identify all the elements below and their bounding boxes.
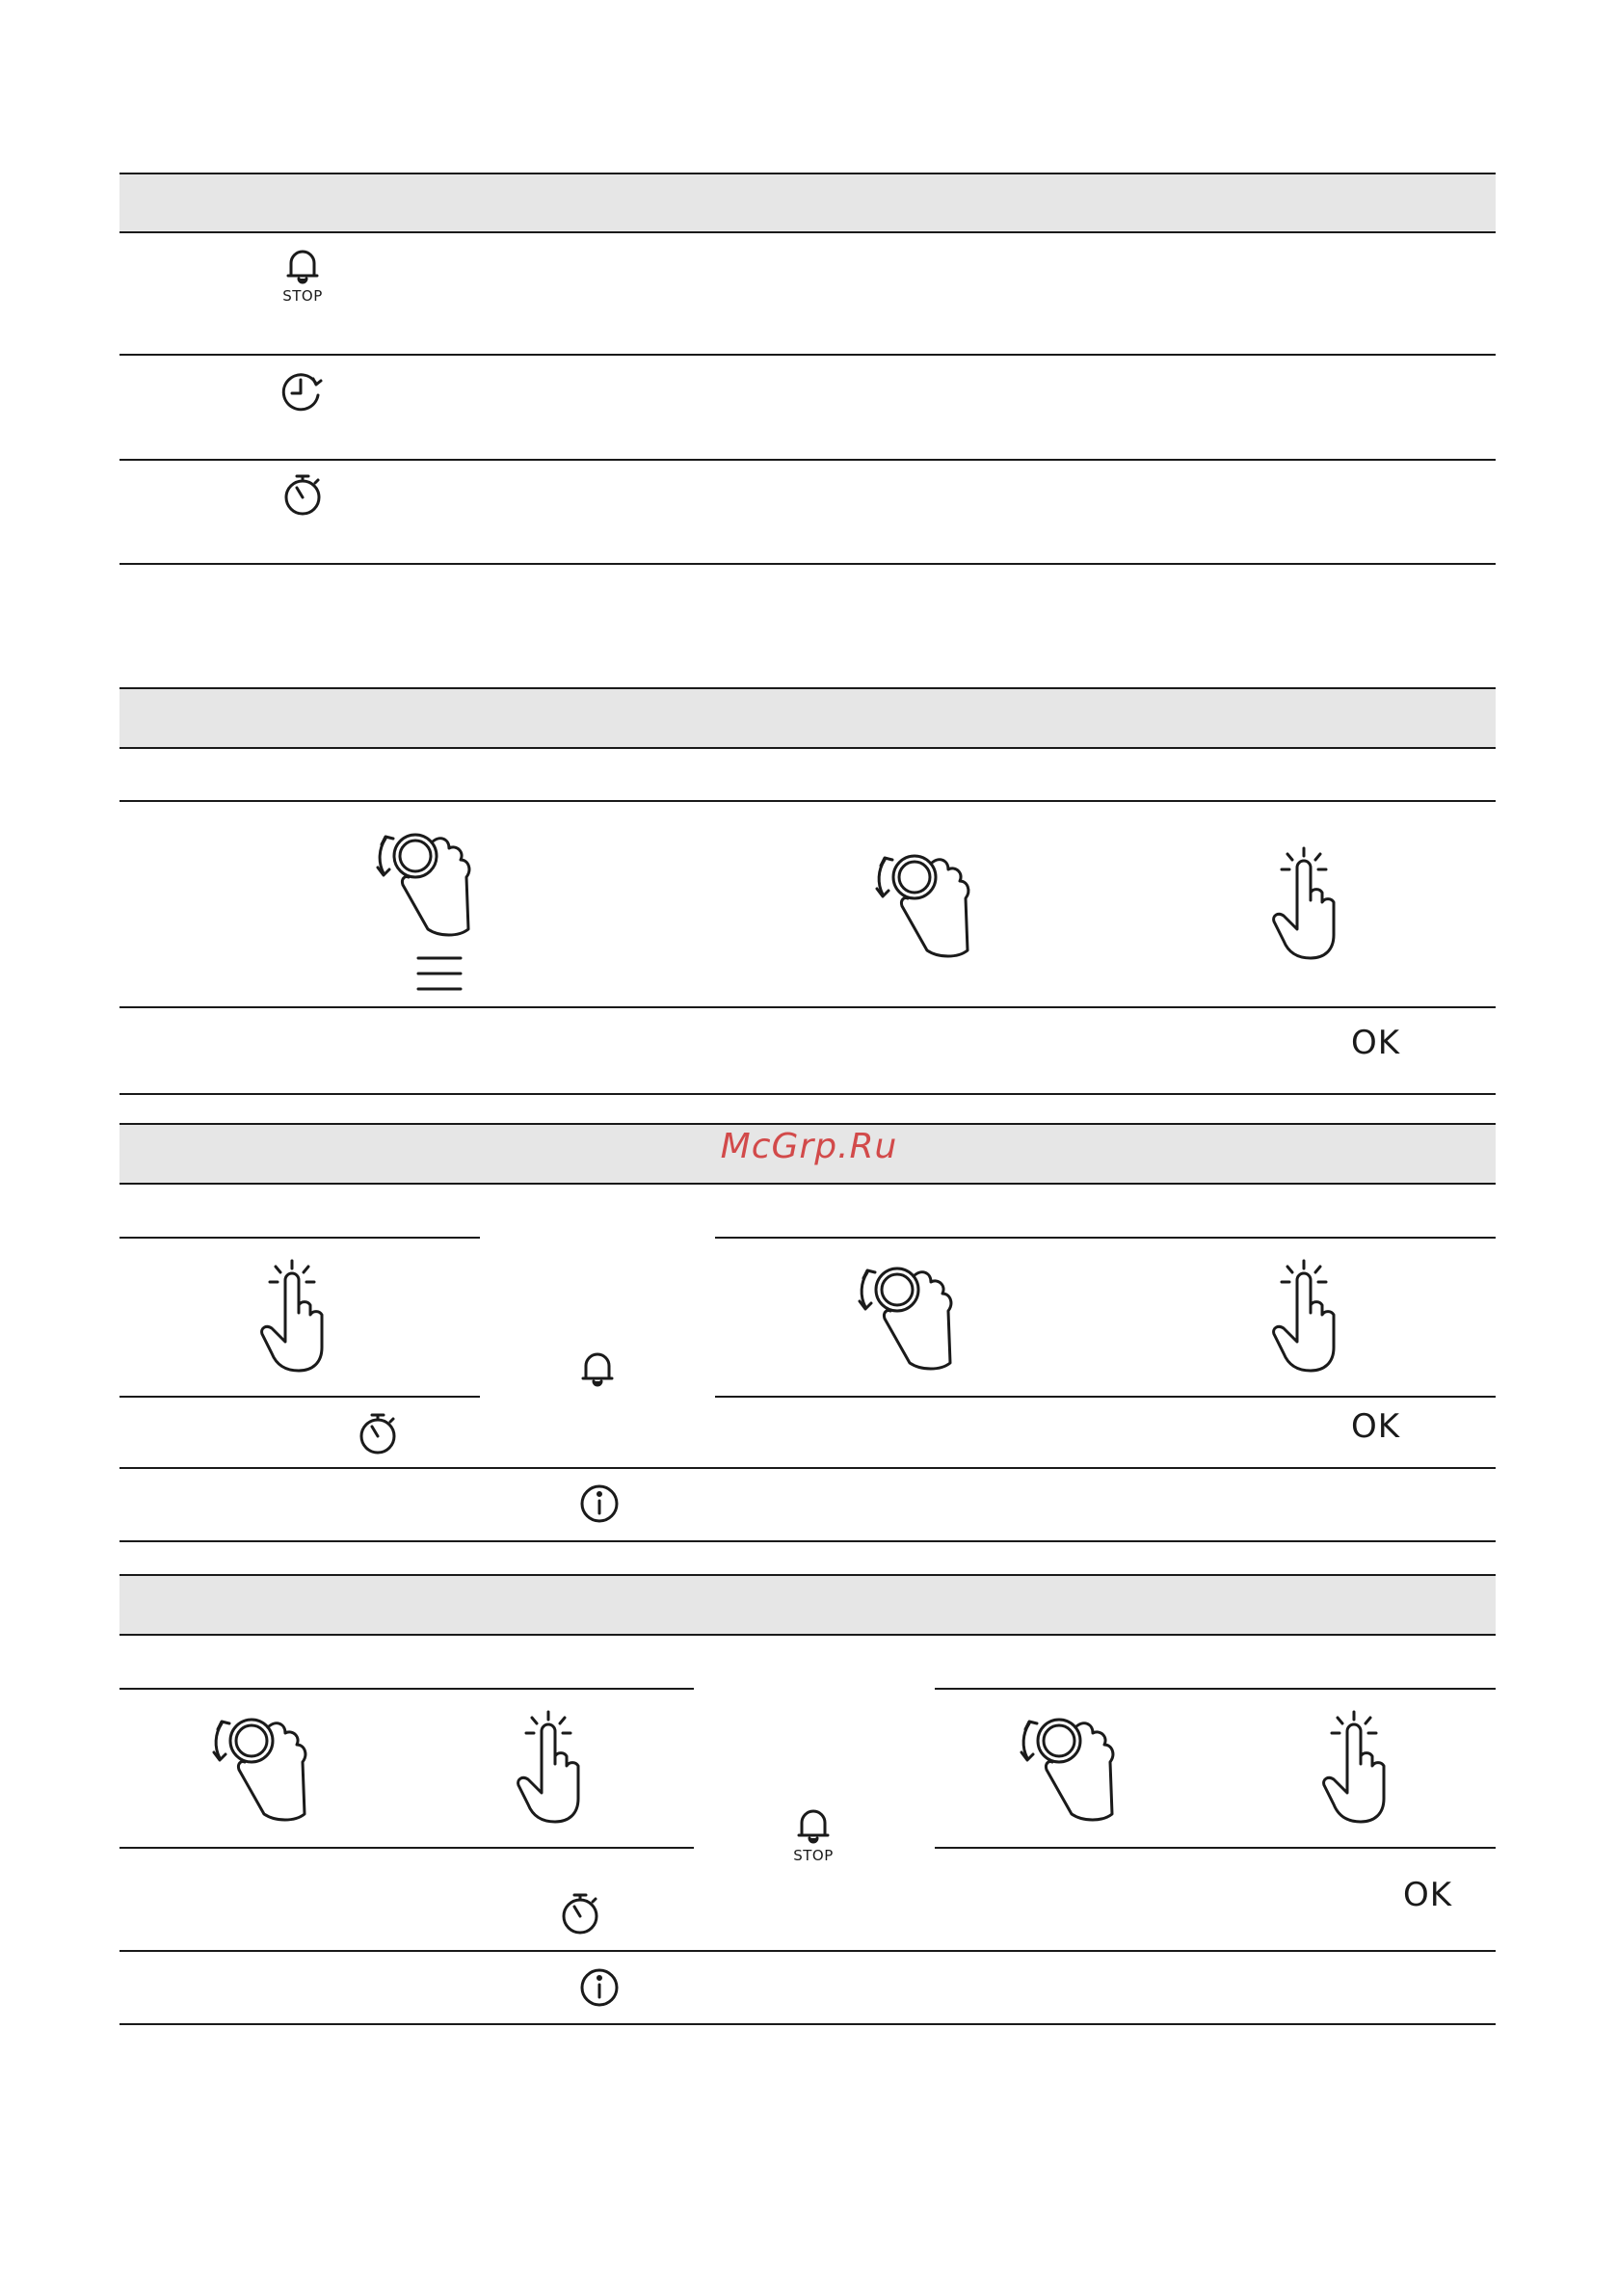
table1-header-band: [119, 173, 1496, 233]
section3-divider: [119, 1237, 480, 1239]
stopwatch-icon: [357, 1409, 399, 1455]
section4-divider: [935, 1688, 1496, 1690]
bell-icon: [578, 1349, 617, 1388]
section4-divider: [119, 2023, 1496, 2025]
stopwatch-icon: [559, 1889, 601, 1936]
hand-turning-knob-icon: [208, 1702, 314, 1828]
stop-label: STOP: [282, 287, 323, 305]
table1-row-divider: [119, 563, 1496, 565]
bell-stop-icon: [283, 247, 322, 285]
finger-tap-icon: [1318, 1710, 1395, 1826]
section2-divider: [119, 800, 1496, 802]
section2-divider: [119, 1006, 1496, 1008]
section3-divider: [715, 1396, 1496, 1398]
finger-tap-icon: [513, 1710, 590, 1826]
table1-row-divider: [119, 459, 1496, 461]
section4-header-band: [119, 1574, 1496, 1636]
menu-icon: [416, 954, 463, 993]
stop-label: STOP: [793, 1847, 834, 1864]
section4-divider: [119, 1688, 694, 1690]
hand-turning-knob-icon: [854, 1251, 960, 1376]
hand-turning-knob-icon: [871, 839, 977, 964]
watermark-text: McGrp.Ru: [720, 1127, 898, 1166]
section3-divider: [119, 1467, 1496, 1469]
table1-row-divider: [119, 354, 1496, 356]
ok-label: OK: [1351, 1024, 1401, 1062]
ok-label: OK: [1403, 1876, 1453, 1914]
info-icon: [578, 1966, 621, 2009]
section4-divider: [935, 1847, 1496, 1849]
hand-turning-knob-icon: [1016, 1702, 1122, 1828]
ok-label: OK: [1351, 1407, 1401, 1446]
section3-divider: [119, 1540, 1496, 1542]
stopwatch-icon: [281, 470, 324, 517]
section2-header-band: [119, 687, 1496, 749]
section2-divider: [119, 1093, 1496, 1095]
info-icon: [578, 1482, 621, 1525]
section3-divider: [119, 1396, 480, 1398]
finger-tap-icon: [1268, 846, 1345, 962]
section4-divider: [119, 1847, 694, 1849]
bell-stop-icon: [794, 1806, 833, 1845]
clock-arrow-icon: [281, 370, 324, 413]
hand-turning-knob-icon: [372, 817, 478, 943]
section3-divider: [715, 1237, 1496, 1239]
section4-divider: [119, 1950, 1496, 1952]
finger-tap-icon: [256, 1259, 333, 1375]
finger-tap-icon: [1268, 1259, 1345, 1375]
